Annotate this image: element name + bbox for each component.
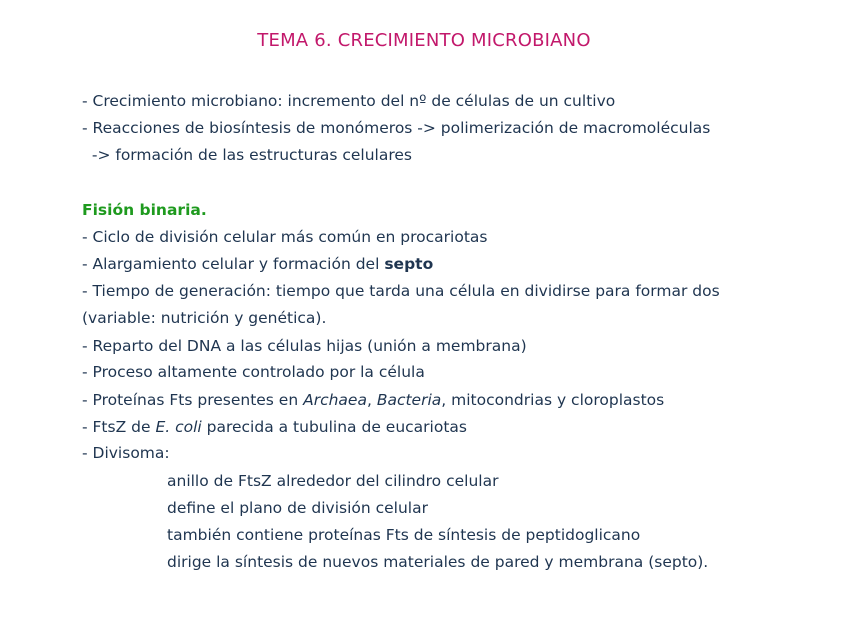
bullet-3: - Tiempo de generación: tiempo que tarda una célula en dividirse para formar dos [82,282,720,300]
bullet-2-text: - Alargamiento celular y formación del [82,255,385,273]
bullet-1: - Ciclo de división celular más común en procariotas [82,228,488,246]
page-title: TEMA 6. CRECIMIENTO MICROBIANO [257,30,591,51]
bacteria-term: Bacteria [376,391,442,409]
bullet-5: - Proceso altamente controlado por la célula [82,363,425,381]
bullet-8: - Divisoma: [82,444,170,462]
bullet-7 [82,417,467,437]
bullet-2 [82,254,433,274]
bullet-7-end: parecida a tubulina de eucariotas [201,418,467,436]
bullet-4: - Reparto del DNA a las células hijas (unión a membrana) [82,337,527,355]
bullet-3-continuation: (variable: nutrición y genética). [82,309,327,327]
septo-term: septo [384,255,434,273]
divisoma-item-3: también contiene proteínas Fts de síntesis de peptidoglicano [167,526,641,544]
divisoma-item-4: dirige la síntesis de nuevos materiales de pared y membrana (septo). [167,553,709,571]
intro-line-3: -> formación de las estructuras celulares [82,146,412,164]
divisoma-item-2: define el plano de división celular [167,499,428,517]
bullet-6-text: - Proteínas Fts presentes en [82,391,304,409]
bullet-7-text: - FtsZ de [82,418,156,436]
archaea-term: Archaea [303,391,367,409]
ecoli-term: E. coli [155,418,202,436]
divisoma-item-1: anillo de FtsZ alrededor del cilindro celular [167,472,499,490]
intro-line-1: - Crecimiento microbiano: incremento del nº de células de un cultivo [82,92,616,110]
bullet-6-end: , mitocondrias y cloroplastos [441,391,665,409]
bullet-6 [82,390,664,410]
section-heading: Fisión binaria. [82,201,207,219]
bullet-6-sep: , [366,391,377,409]
intro-line-2: - Reacciones de biosíntesis de monómeros -> polimerización de macromoléculas [82,119,711,137]
